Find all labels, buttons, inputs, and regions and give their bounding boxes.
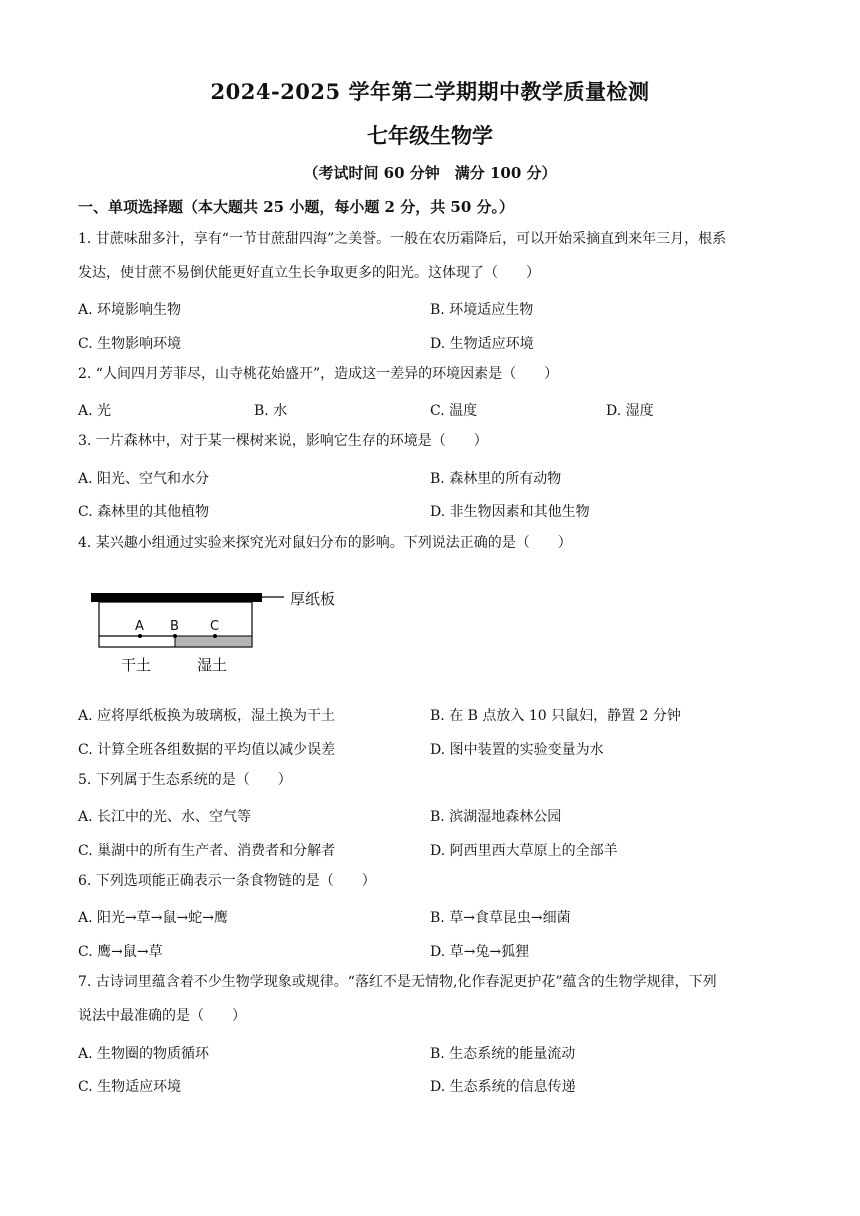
q7-option-a: A. 生物圈的物质循环	[78, 1046, 210, 1062]
point-a-marker	[138, 634, 142, 638]
question-line: 3. 一片森林中，对于某一棵树来说，影响它生存的环境是（ ）	[78, 433, 488, 449]
wet-soil-layer	[175, 636, 252, 647]
q5-option-a: A. 长江中的光、水、空气等	[78, 809, 252, 825]
q3-option-b: B. 森林里的所有动物	[430, 471, 562, 487]
question-5-stem	[78, 764, 788, 798]
q3-option-a: A. 阳光、空气和水分	[78, 471, 210, 487]
cardboard-board	[91, 593, 262, 602]
q4-option-b: B. 在 B 点放入 10 只鼠妇，静置 2 分钟	[430, 708, 681, 724]
question-line: 5. 下列属于生态系统的是（ ）	[78, 772, 292, 788]
question-line: 6. 下列选项能正确表示一条食物链的是（ ）	[78, 873, 376, 889]
q6-option-c: C. 鹰→鼠→草	[78, 944, 163, 960]
q5-option-c: C. 巢湖中的所有生产者、消费者和分解者	[78, 843, 336, 859]
q1-option-c: C. 生物影响环境	[78, 336, 182, 352]
q1-option-a: A. 环境影响生物	[78, 302, 182, 318]
q6-option-d: D. 草→兔→狐狸	[430, 944, 530, 960]
q5-option-b: B. 滨湖湿地森林公园	[430, 809, 562, 825]
question-line: 2. “人间四月芳菲尽，山寺桃花始盛开”，造成这一差异的环境因素是（ ）	[78, 366, 559, 382]
wet-soil-label: 湿土	[197, 656, 228, 674]
q7-option-d: D. 生态系统的信息传递	[430, 1079, 576, 1095]
q1-option-d: D. 生物适应环境	[430, 336, 534, 352]
q4-option-a: A. 应将厚纸板换为玻璃板，湿土换为干土	[78, 708, 336, 724]
q2-option-c: C. 温度	[430, 403, 478, 419]
question-line: 说法中最准确的是（ ）	[78, 1007, 246, 1024]
question-line: 1. 甘蔗味甜多汁，享有“一节甘蔗甜四海”之美誉。一般在农历霜降后，可以开始采摘直到来年三月，根系	[78, 231, 727, 247]
exam-title: 2024-2025 学年第二学期期中教学质量检测	[210, 79, 650, 104]
q5-option-d: D. 阿西里西大草原上的全部羊	[430, 843, 618, 859]
question-4-stem	[78, 527, 788, 561]
question-line: 7. 古诗词里蕴含着不少生物学现象或规律。“落红不是无情物,化作春泥更护花”蕴含的生物学规律，下列	[78, 974, 717, 990]
question-6-stem	[78, 865, 788, 899]
exam-subject: 七年级生物学	[367, 123, 493, 148]
q4-option-d: D. 图中装置的实验变量为水	[430, 742, 604, 758]
point-b-label: B	[170, 619, 179, 634]
dry-soil-label: 干土	[121, 656, 152, 674]
experiment-diagram	[88, 584, 358, 676]
point-b-marker	[173, 634, 177, 638]
question-1-stem	[78, 223, 788, 290]
q1-option-b: B. 环境适应生物	[430, 302, 534, 318]
point-c-marker	[213, 634, 217, 638]
q6-option-a: A. 阳光→草→鼠→蛇→鹰	[78, 910, 228, 926]
q3-option-d: D. 非生物因素和其他生物	[430, 504, 590, 520]
point-c-label: C	[210, 619, 220, 634]
question-2-stem	[78, 358, 788, 392]
q2-option-b: B. 水	[254, 403, 288, 419]
q7-option-c: C. 生物适应环境	[78, 1079, 182, 1095]
q4-option-c: C. 计算全班各组数据的平均值以减少误差	[78, 742, 336, 758]
q7-option-b: B. 生态系统的能量流动	[430, 1046, 576, 1062]
q2-option-a: A. 光	[78, 403, 112, 419]
q2-option-d: D. 湿度	[606, 403, 654, 419]
question-3-stem	[78, 425, 788, 459]
board-label: 厚纸板	[290, 590, 336, 608]
point-a-label: A	[135, 619, 144, 634]
section-heading: 一、单项选择题（本大题共 25 小题，每小题 2 分，共 50 分。）	[78, 198, 515, 216]
q6-option-b: B. 草→食草昆虫→细菌	[430, 910, 571, 926]
question-7-stem	[78, 966, 788, 1033]
question-line: 发达，使甘蔗不易倒伏能更好直立生长争取更多的阳光。这体现了（ ）	[78, 264, 540, 281]
q3-option-c: C. 森林里的其他植物	[78, 504, 210, 520]
question-line: 4. 某兴趣小组通过实验来探究光对鼠妇分布的影响。下列说法正确的是（ ）	[78, 535, 572, 551]
exam-time-score: （考试时间 60 分钟 满分 100 分）	[303, 164, 557, 182]
